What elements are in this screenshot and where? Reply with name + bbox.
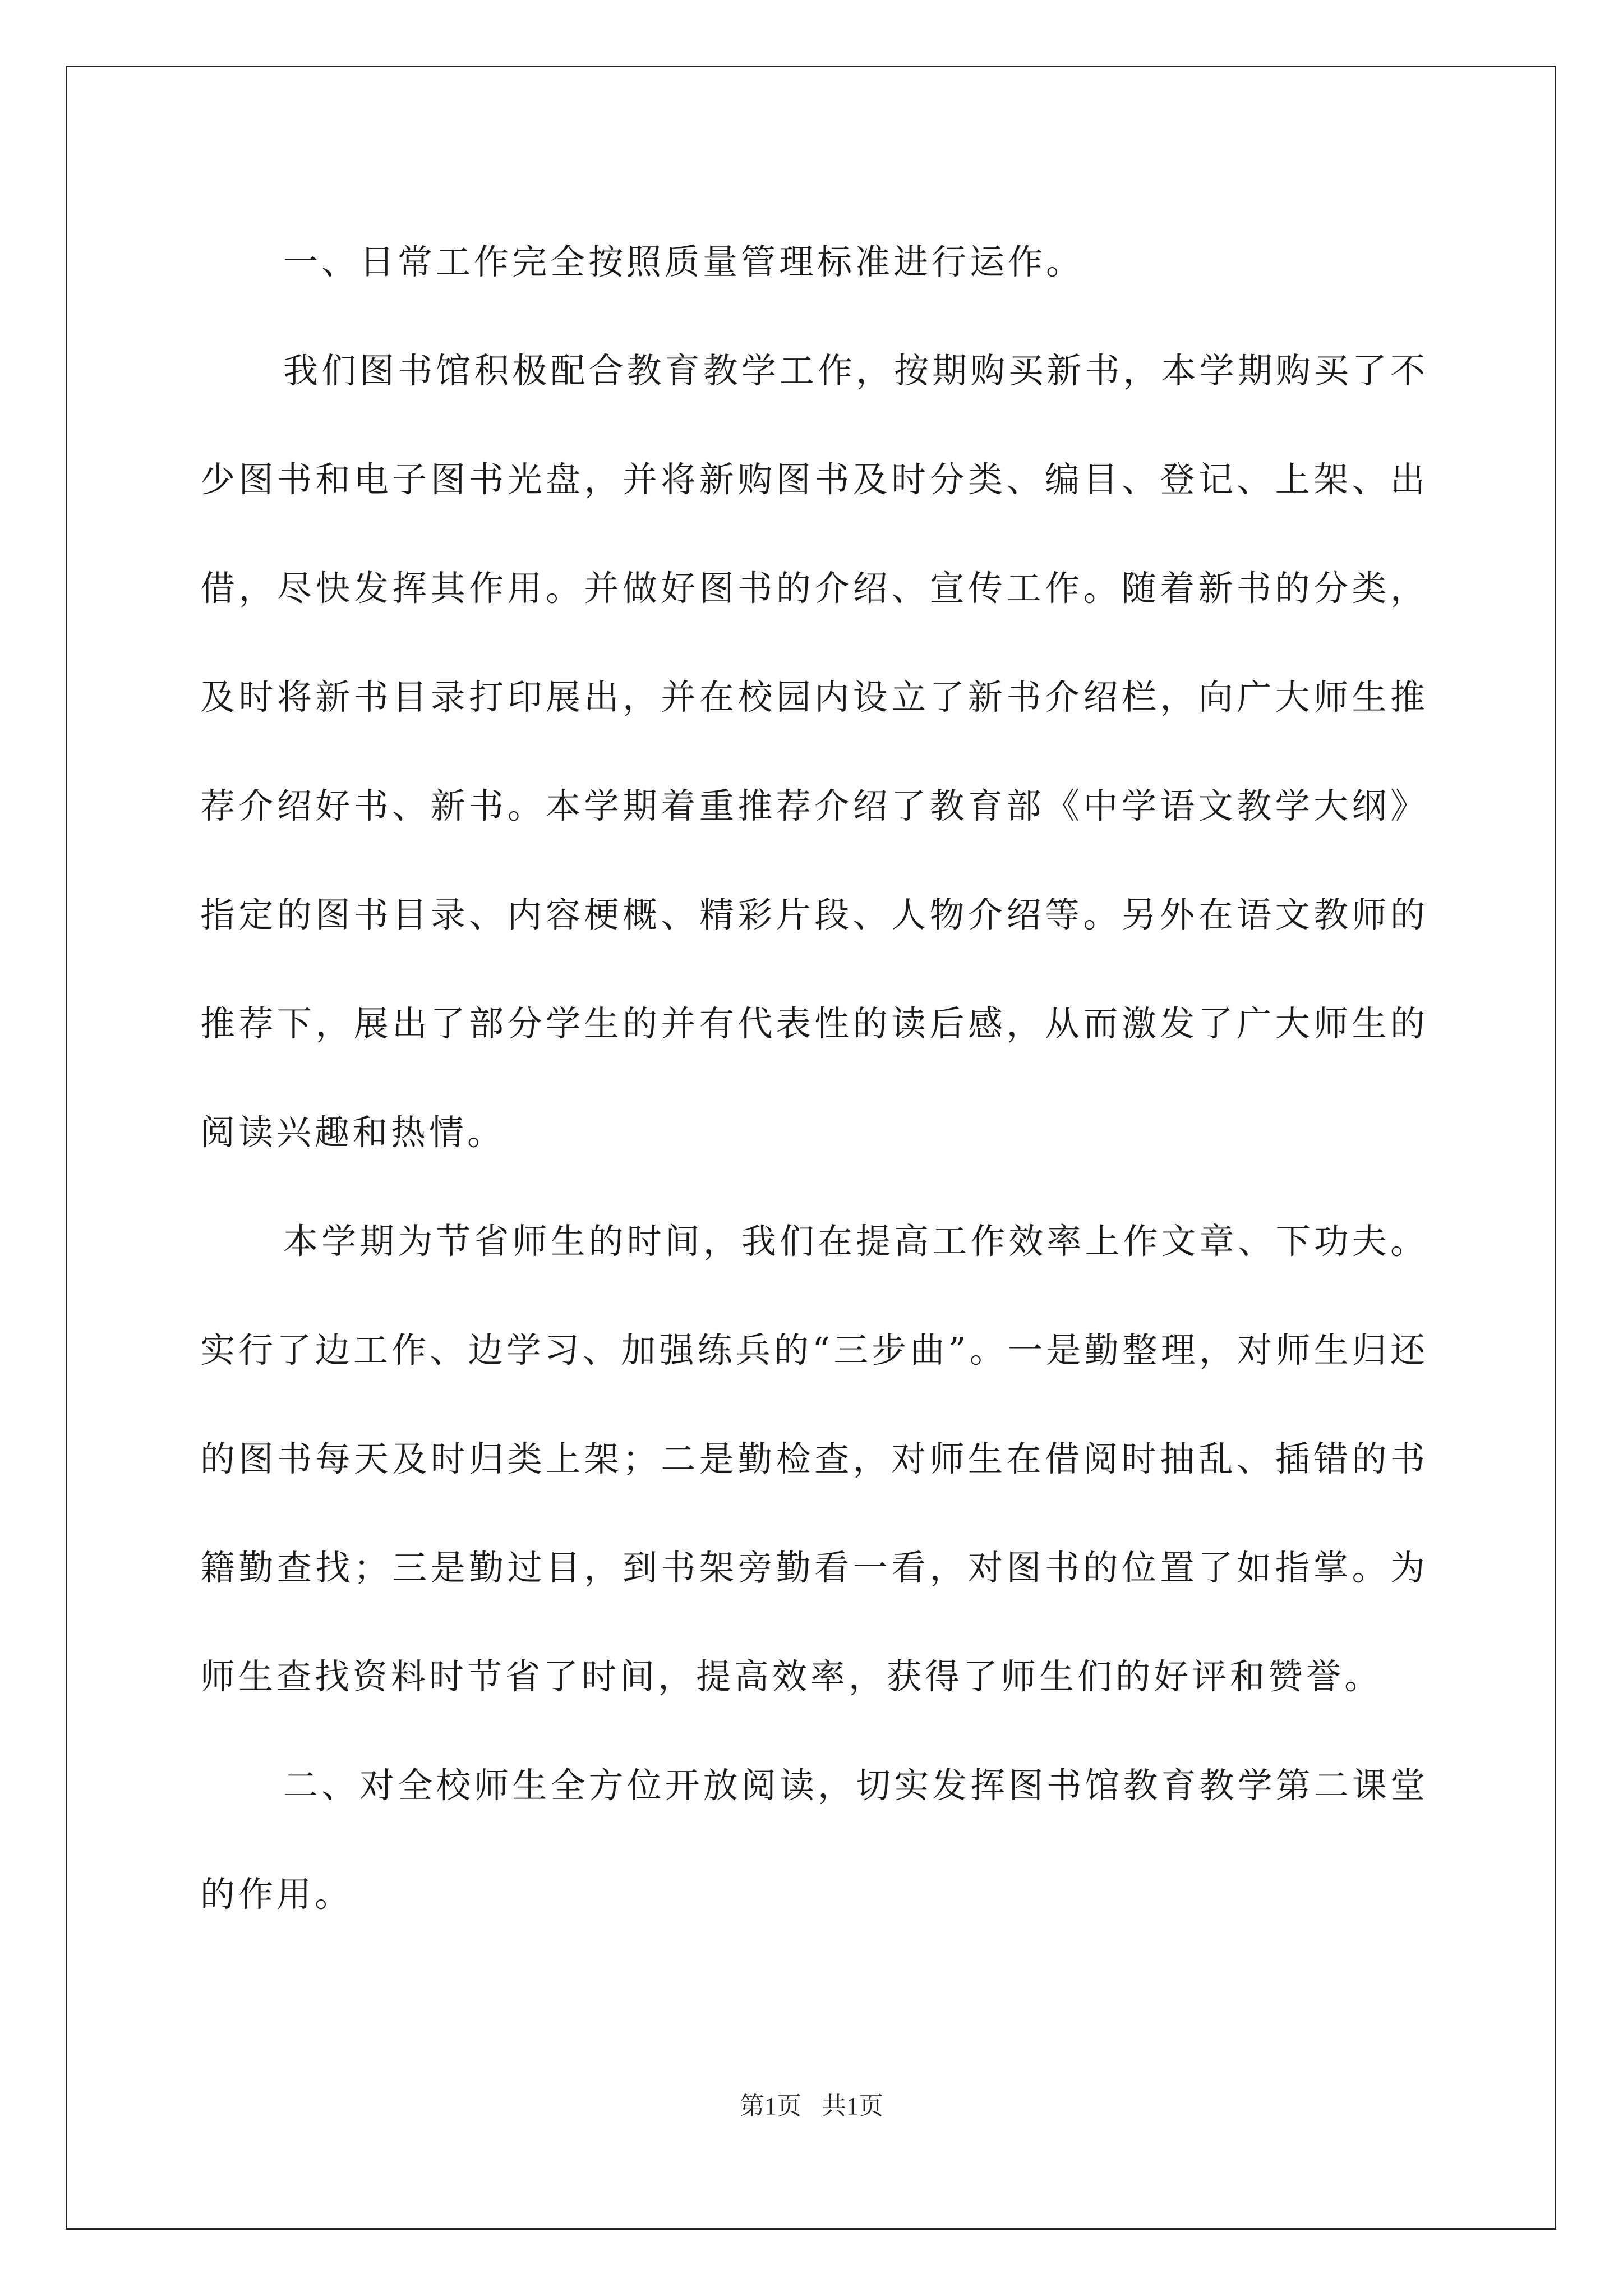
document-body [200,208,1428,1949]
paragraph-new-books: 我们图书馆积极配合教育教学工作，按期购买新书，本学期购买了不少图书和电子图书光盘，并将新购图书及时分类、编目、登记、上架、出借，尽快发挥其作用。并做好图书的介绍、宣传工作。随着新书的分类，及时将新书目录打印展出，并在校园内设立了新书介绍栏，向广大师生推荐介绍好书、新书。本学期着重推荐介绍了教育部《中学语文教学大纲》指定的图书目录、内容梗概、精彩片段、人物介绍等。另外在语文教师的推荐下，展出了部分学生的并有代表性的读后感，从而激发了广大师生的阅读兴趣和热情。 [200,350,1428,1153]
page-total: 共1页 [822,2092,883,2120]
paragraph-heading-1: 一、日常工作完全按照质量管理标准进行运作。 [283,241,1085,282]
paragraph-efficiency: 本学期为节省师生的时间，我们在提高工作效率上作文章、下功夫。实行了边工作、边学习、加强练兵的“三步曲”。一是勤整理，对师生归还的图书每天及时归类上架；二是勤检查，对师生在借阅时抽乱、插错的书籍勤查找；三是勤过目，到书架旁勤看一看，对图书的位置了如指掌。为师生查找资料时节省了时间，提高效率，获得了师生们的好评和赞誉。 [200,1221,1428,1697]
paragraph-heading-2: 二、对全校师生全方位开放阅读，切实发挥图书馆教育教学第二课堂的作用。 [200,1765,1428,1915]
page-footer [0,2086,1623,2122]
page-number: 第1页 [740,2092,801,2120]
